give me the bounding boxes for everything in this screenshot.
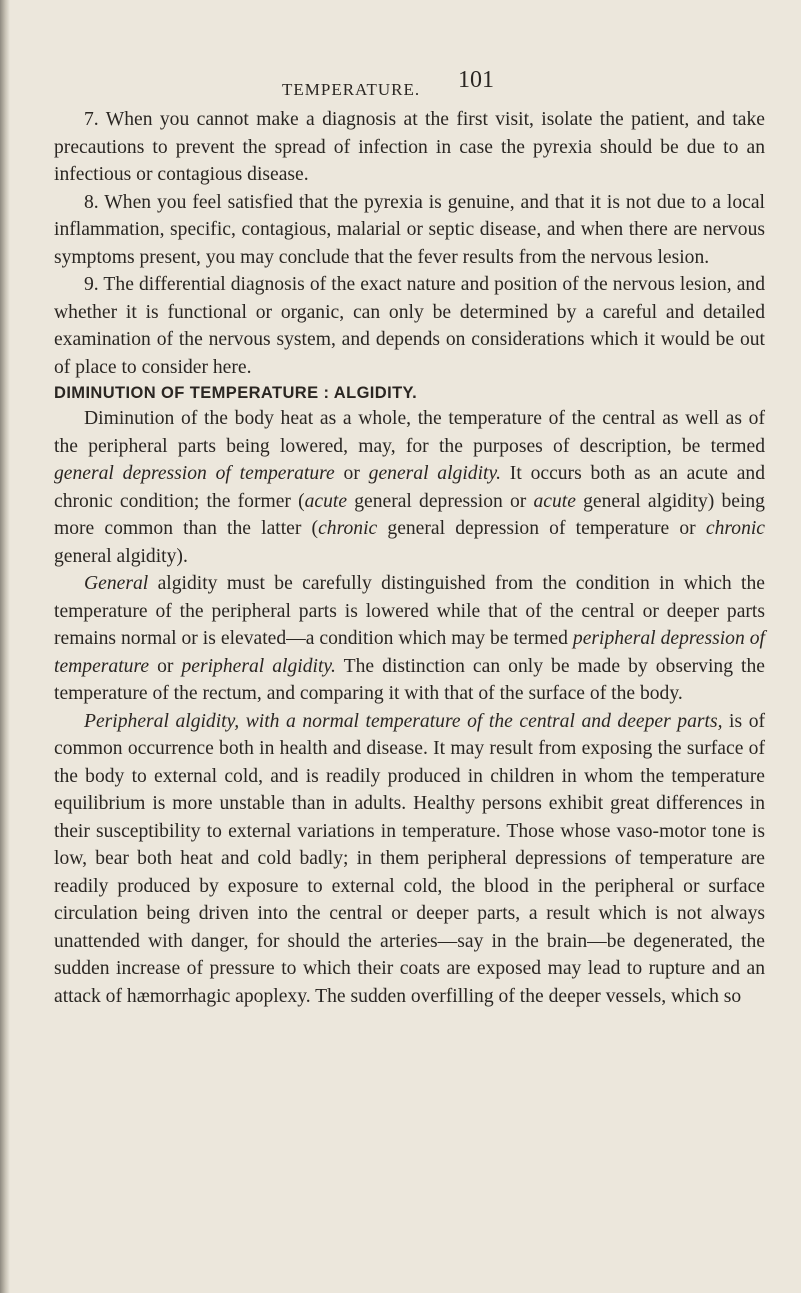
text-run: algidity must be carefully distinguished from the condition in which the temperature of the peripheral parts is lowered while that of the central or deeper parts remains normal or is elevated—a condition which may be termed <box>54 573 765 649</box>
paragraph-distinction <box>54 570 765 708</box>
paragraph-peripheral-algidity <box>54 708 765 1011</box>
italic-term: chronic <box>318 518 378 539</box>
page-number: 101 <box>458 67 494 93</box>
italic-term: Peripheral algidity, with a normal temperature of the central and deeper parts, <box>84 710 723 732</box>
text-run: It occurs both as an acute and chronic condition; the former ( <box>54 463 765 512</box>
paragraph-8: 8. When you feel satisfied that the pyrexia is genuine, and that it is not due to a local inflammation, specific, contagious, malarial or septic disease, and when there are nervous symptoms present, you may conclude that the fever results from the nervous lesion. <box>54 191 765 268</box>
text-run: Diminution of the body heat as a whole, the temperature of the central as well as of the peripheral parts being lowered, may, for the purposes of description, be termed <box>54 408 765 457</box>
text-run: is of common occurrence both in health and disease. It may result from exposing the surface of the body to external cold, and is readily produced in children in whom the temperature equilibrium is more unstable than in adults. Healthy persons exhibit great differences in their susceptibility to external variations in temperature. Those whose vaso-motor tone is low, bear both heat and cold badly; in them peripheral depressions of temperature are readily produced by exposure to external cold, the blood in the peripheral or surface circulation being driven into the central or deeper parts, a result which is not always unattended with danger, for should the arteries—say in the brain—be degenerated, the sudden increase of pressure to which their coats are exposed may lead to rupture and an attack of hæmorrhagic apoplexy. The sudden overfilling of the deeper vessels, which so <box>54 710 766 1007</box>
italic-term: peripheral algidity. <box>181 655 336 677</box>
italic-term: acute <box>304 490 348 512</box>
text-run: general depression or <box>347 490 534 512</box>
paragraph-9: 9. The differential diagnosis of the exact nature and position of the nervous lesion, and whether it is functional or organic, can only be determined by a careful and detailed examination of the nervous system, and depends on considerations which it would be out of place to consider here. <box>54 274 765 378</box>
text-run: general algidity) being more common than the latter ( <box>54 490 765 539</box>
running-head: TEMPERATURE. <box>282 80 421 99</box>
paragraph-7: 7. When you cannot make a diagnosis at the first visit, isolate the patient, and take precautions to prevent the spread of infection in case the pyrexia should be due to an infectious or contagious disease. <box>54 109 765 185</box>
text-run: general depression of temperature or <box>377 518 706 539</box>
text-run: or <box>149 655 182 677</box>
italic-term: peripheral depression of temperature <box>54 628 765 677</box>
italic-term: general algidity. <box>368 463 501 484</box>
italic-term: acute <box>533 490 576 512</box>
italic-term: general depression of temperature <box>54 463 335 484</box>
section-heading: DIMINUTION OF TEMPERATURE : ALGIDITY. <box>54 384 418 402</box>
italic-term: General <box>84 573 149 594</box>
text-run: general algidity). <box>54 545 188 567</box>
text-run: or <box>334 463 369 484</box>
paragraph-general-algidity <box>54 405 765 570</box>
body-text <box>54 106 765 1010</box>
italic-term: chronic <box>705 518 766 539</box>
text-run: The distinction can only be made by observing the temperature of the rectum, and comparing it with that of the surface of the body. <box>54 655 765 704</box>
